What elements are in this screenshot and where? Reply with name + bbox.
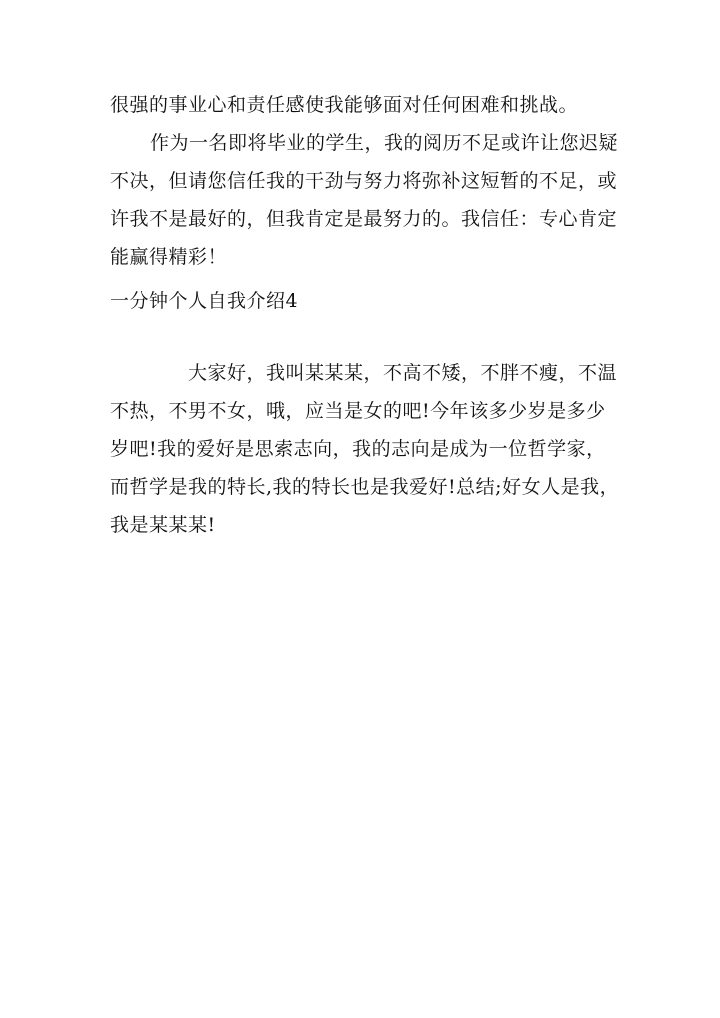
- paragraph-2: [110, 354, 620, 544]
- paragraph-1-line: 很强的事业心和责任感使我能够面对任何困难和挑战。: [110, 94, 579, 116]
- paragraph-2-line: 岁吧!我的爱好是思索志向，我的志向是成为一位哲学家，: [110, 438, 606, 460]
- paragraph-1-line: 许我不是最好的，但我肯定是最努力的。我信任：专心肯定: [110, 208, 618, 230]
- paragraph-2-line: 而哲学是我的特长,我的特长也是我爱好!总结;好女人是我，: [110, 476, 620, 498]
- paragraph-1-line: 作为一名即将毕业的学生，我的阅历不足或许让您迟疑: [150, 132, 619, 154]
- section-heading: [110, 282, 610, 320]
- paragraph-2-line: 我是某某某!: [110, 514, 216, 536]
- paragraph-1-line: 能赢得精彩！: [110, 246, 228, 268]
- paragraph-1-line: 不决，但请您信任我的干劲与努力将弥补这短暂的不足，或: [110, 170, 618, 192]
- paragraph-2-line: 大家好，我叫某某某，不高不矮，不胖不瘦，不温: [188, 362, 618, 384]
- section-heading-text: 一分钟个人自我介绍4: [110, 290, 299, 312]
- paragraph-2-line: 不热，不男不女，哦，应当是女的吧!今年该多少岁是多少: [110, 400, 606, 422]
- paragraph-1: [110, 86, 619, 276]
